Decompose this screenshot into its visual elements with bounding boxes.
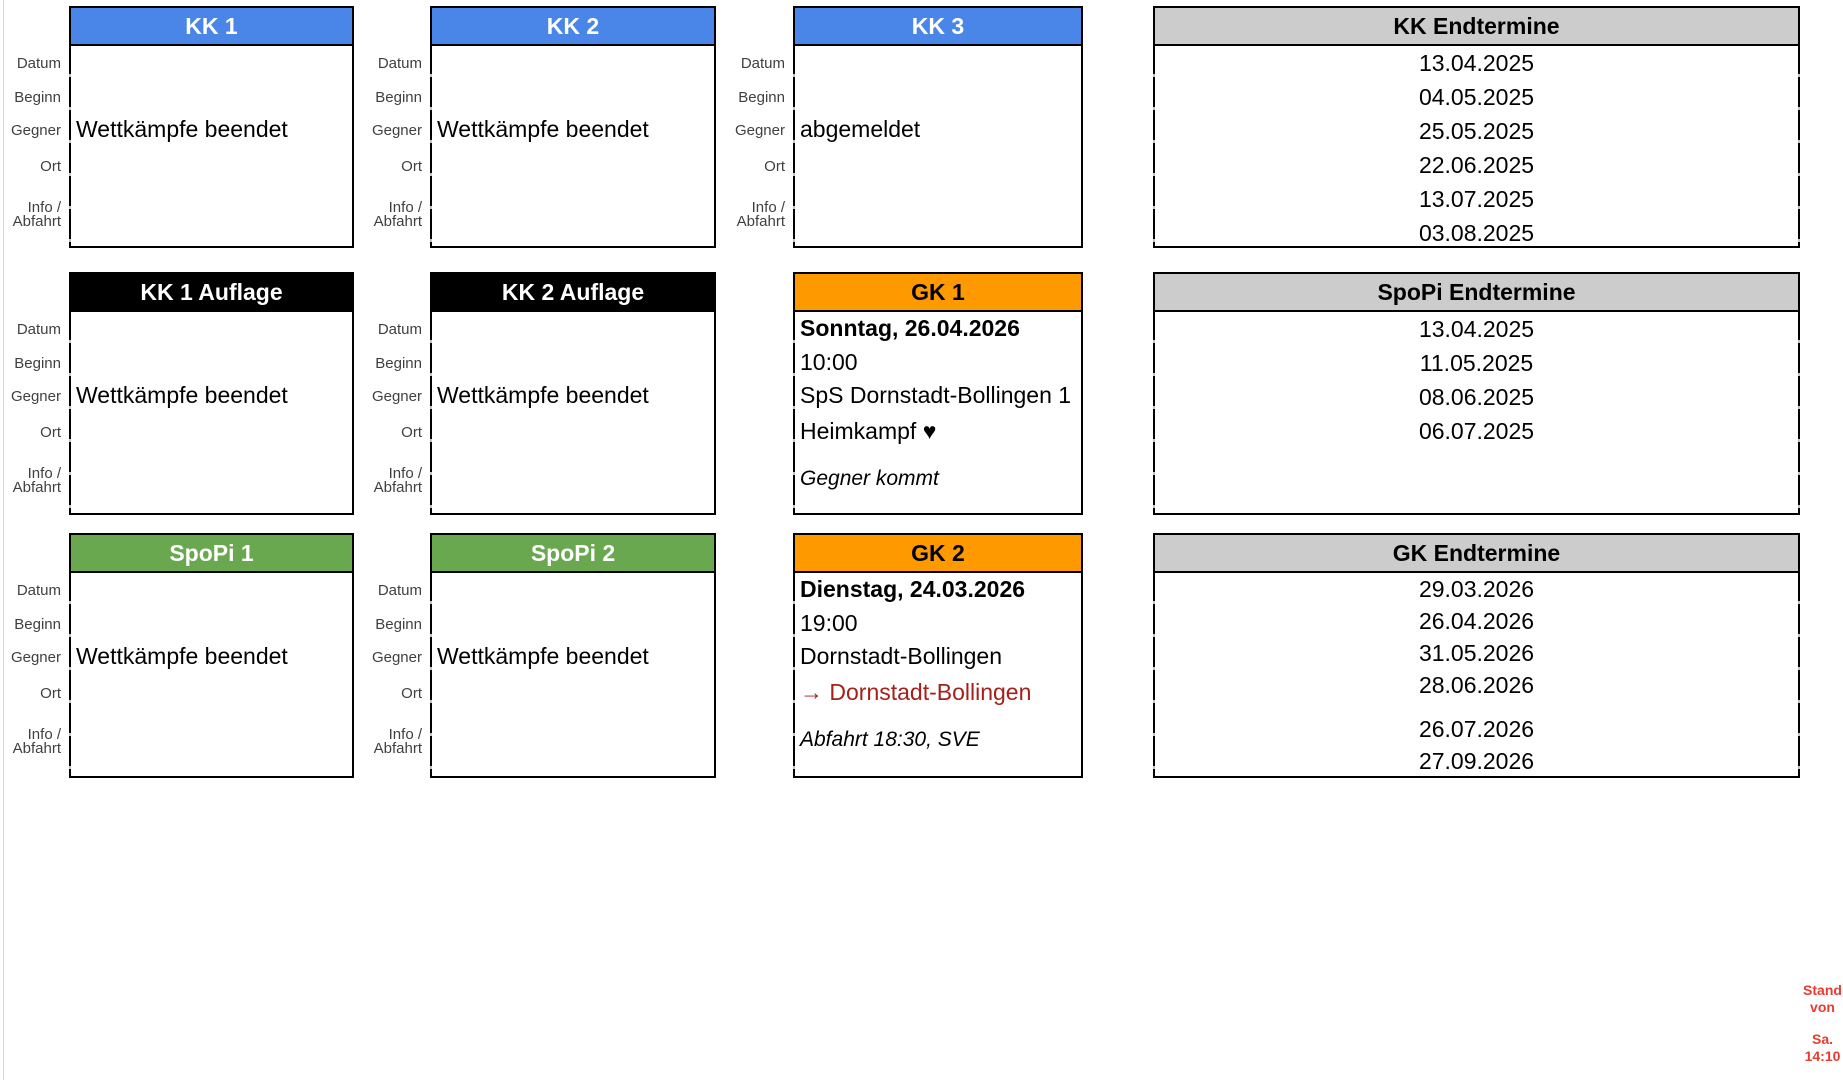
table-title: SpoPi Endtermine — [1155, 274, 1798, 312]
gridline-ticks — [430, 44, 432, 248]
table-gk-endtermine — [1153, 533, 1800, 778]
end-date: 06.07.2025 — [1418, 418, 1535, 444]
end-date: 13.07.2025 — [1418, 186, 1535, 212]
card-spopi1 — [69, 533, 354, 778]
row-label-datum: Datum — [377, 55, 422, 72]
card-group-gk1 — [725, 272, 1083, 515]
table-title: KK Endtermine — [1155, 8, 1798, 46]
card-gk1 — [793, 272, 1083, 515]
card-group-kk1-auflage — [1, 272, 354, 515]
table-title: GK Endtermine — [1155, 535, 1798, 573]
row-labels — [362, 533, 422, 778]
gridline-ticks — [69, 571, 71, 778]
row-label-gegner: Gegner — [10, 122, 61, 139]
row-label-beginn: Beginn — [375, 355, 422, 372]
end-date: 31.05.2026 — [1418, 640, 1535, 666]
gridline-ticks — [1798, 44, 1800, 248]
gridline-ticks — [1798, 571, 1800, 778]
gridline-ticks — [430, 310, 432, 515]
status-text: Wettkämpfe beendet — [437, 643, 649, 669]
match-opponent: SpS Dornstadt-Bollingen 1 — [800, 382, 1072, 408]
end-date: 26.07.2026 — [1418, 716, 1535, 742]
match-opponent: Dornstadt-Bollingen — [800, 643, 1003, 669]
row-label-gegner: Gegner — [10, 649, 61, 666]
table-kk-endtermine — [1153, 6, 1800, 248]
row-labels — [1, 533, 61, 778]
row-label-datum: Datum — [377, 582, 422, 599]
row-label-ort: Ort — [401, 685, 422, 702]
end-date: 11.05.2025 — [1419, 350, 1534, 376]
end-date: 27.09.2026 — [1418, 748, 1535, 774]
empty-row — [1155, 701, 1798, 713]
stamp-line: Sa. — [1811, 1031, 1833, 1047]
row-label-ort: Ort — [40, 424, 61, 441]
gridline-ticks — [430, 571, 432, 778]
match-info: Abfahrt 18:30, SVE — [800, 728, 980, 751]
status-text: abgemeldet — [800, 116, 921, 142]
row-label-info-abfahrt: Info / Abfahrt — [373, 465, 422, 496]
end-date: 28.06.2026 — [1418, 672, 1535, 698]
gridline-ticks — [1798, 310, 1800, 515]
row-label-datum: Datum — [740, 55, 785, 72]
status-text: Wettkämpfe beendet — [76, 116, 288, 142]
gridline-ticks — [1153, 44, 1155, 248]
end-date: 26.04.2026 — [1418, 608, 1535, 634]
row-label-gegner: Gegner — [10, 388, 61, 405]
card-kk2-auflage — [430, 272, 716, 515]
gridline-ticks — [1153, 571, 1155, 778]
row-label-ort: Ort — [40, 158, 61, 175]
status-text: Wettkämpfe beendet — [76, 382, 288, 408]
stamp-line: Stand — [1803, 982, 1842, 998]
row-label-info-abfahrt: Info / Abfahrt — [373, 726, 422, 757]
row-label-gegner: Gegner — [371, 649, 422, 666]
card-title: KK 2 — [432, 8, 714, 46]
gridline-ticks — [69, 44, 71, 248]
card-group-spopi2 — [362, 533, 716, 778]
status-stamp — [1795, 982, 1843, 1065]
row-labels — [1, 272, 61, 515]
end-date: 03.08.2025 — [1418, 220, 1535, 246]
match-time: 19:00 — [800, 610, 858, 636]
card-group-kk1 — [1, 6, 354, 248]
row-label-ort: Ort — [401, 158, 422, 175]
end-date: 08.06.2025 — [1418, 384, 1535, 410]
row-label-info-abfahrt: Info / Abfahrt — [12, 726, 61, 757]
card-title: KK 1 Auflage — [71, 274, 352, 312]
row-label-ort: Ort — [40, 685, 61, 702]
card-group-gk2 — [725, 533, 1083, 778]
row-label-datum: Datum — [16, 55, 61, 72]
status-text: Wettkämpfe beendet — [76, 643, 288, 669]
stamp-gap — [1795, 1016, 1843, 1031]
end-date: 13.04.2025 — [1418, 316, 1535, 342]
stamp-line: 14:10 — [1804, 1048, 1841, 1064]
card-gk2 — [793, 533, 1083, 778]
row-label-info-abfahrt: Info / Abfahrt — [12, 199, 61, 230]
row-labels — [362, 6, 422, 248]
row-label-beginn: Beginn — [738, 89, 785, 106]
row-label-beginn: Beginn — [14, 616, 61, 633]
row-label-gegner: Gegner — [371, 122, 422, 139]
row-label-beginn: Beginn — [14, 355, 61, 372]
gridline-ticks — [793, 44, 795, 248]
row-label-gegner: Gegner — [371, 388, 422, 405]
row-label-info-abfahrt: Info / Abfahrt — [373, 199, 422, 230]
row-label-beginn: Beginn — [375, 89, 422, 106]
row-label-info-abfahrt: Info / Abfahrt — [736, 199, 785, 230]
end-date: 29.03.2026 — [1418, 576, 1535, 602]
match-location-away: → Dornstadt-Bollingen — [800, 679, 1032, 705]
match-date: Dienstag, 24.03.2026 — [800, 576, 1026, 602]
card-title: GK 2 — [795, 535, 1081, 573]
table-spopi-endtermine — [1153, 272, 1800, 515]
card-kk2 — [430, 6, 716, 248]
row-label-datum: Datum — [377, 321, 422, 338]
card-title: KK 1 — [71, 8, 352, 46]
card-group-kk2 — [362, 6, 716, 248]
gridline-ticks — [1153, 310, 1155, 515]
row-label-beginn: Beginn — [375, 616, 422, 633]
status-text: Wettkämpfe beendet — [437, 382, 649, 408]
row-label-ort: Ort — [401, 424, 422, 441]
end-date: 04.05.2025 — [1418, 84, 1535, 110]
row-label-ort: Ort — [764, 158, 785, 175]
card-title: GK 1 — [795, 274, 1081, 312]
match-info: Gegner kommt — [800, 467, 939, 490]
match-location: Heimkampf ♥ — [800, 418, 937, 444]
card-kk3 — [793, 6, 1083, 248]
row-label-beginn: Beginn — [14, 89, 61, 106]
card-group-spopi1 — [1, 533, 354, 778]
end-date: 25.05.2025 — [1418, 118, 1535, 144]
row-label-datum: Datum — [16, 582, 61, 599]
row-label-gegner: Gegner — [734, 122, 785, 139]
stamp-line: von — [1810, 999, 1835, 1015]
card-spopi2 — [430, 533, 716, 778]
match-date: Sonntag, 26.04.2026 — [800, 315, 1020, 341]
gridline-ticks — [69, 310, 71, 515]
end-date: 13.04.2025 — [1418, 50, 1535, 76]
status-text: Wettkämpfe beendet — [437, 116, 649, 142]
row-label-info-abfahrt: Info / Abfahrt — [12, 465, 61, 496]
card-title: KK 2 Auflage — [432, 274, 714, 312]
card-kk1-auflage — [69, 272, 354, 515]
row-labels — [362, 272, 422, 515]
card-kk1 — [69, 6, 354, 248]
match-time: 10:00 — [800, 349, 858, 375]
row-label-datum: Datum — [16, 321, 61, 338]
card-title: SpoPi 1 — [71, 535, 352, 573]
card-group-kk3 — [725, 6, 1083, 248]
end-date: 22.06.2025 — [1418, 152, 1535, 178]
row-labels — [1, 6, 61, 248]
row-labels — [725, 6, 785, 248]
card-group-kk2-auflage — [362, 272, 716, 515]
card-title: KK 3 — [795, 8, 1081, 46]
card-title: SpoPi 2 — [432, 535, 714, 573]
